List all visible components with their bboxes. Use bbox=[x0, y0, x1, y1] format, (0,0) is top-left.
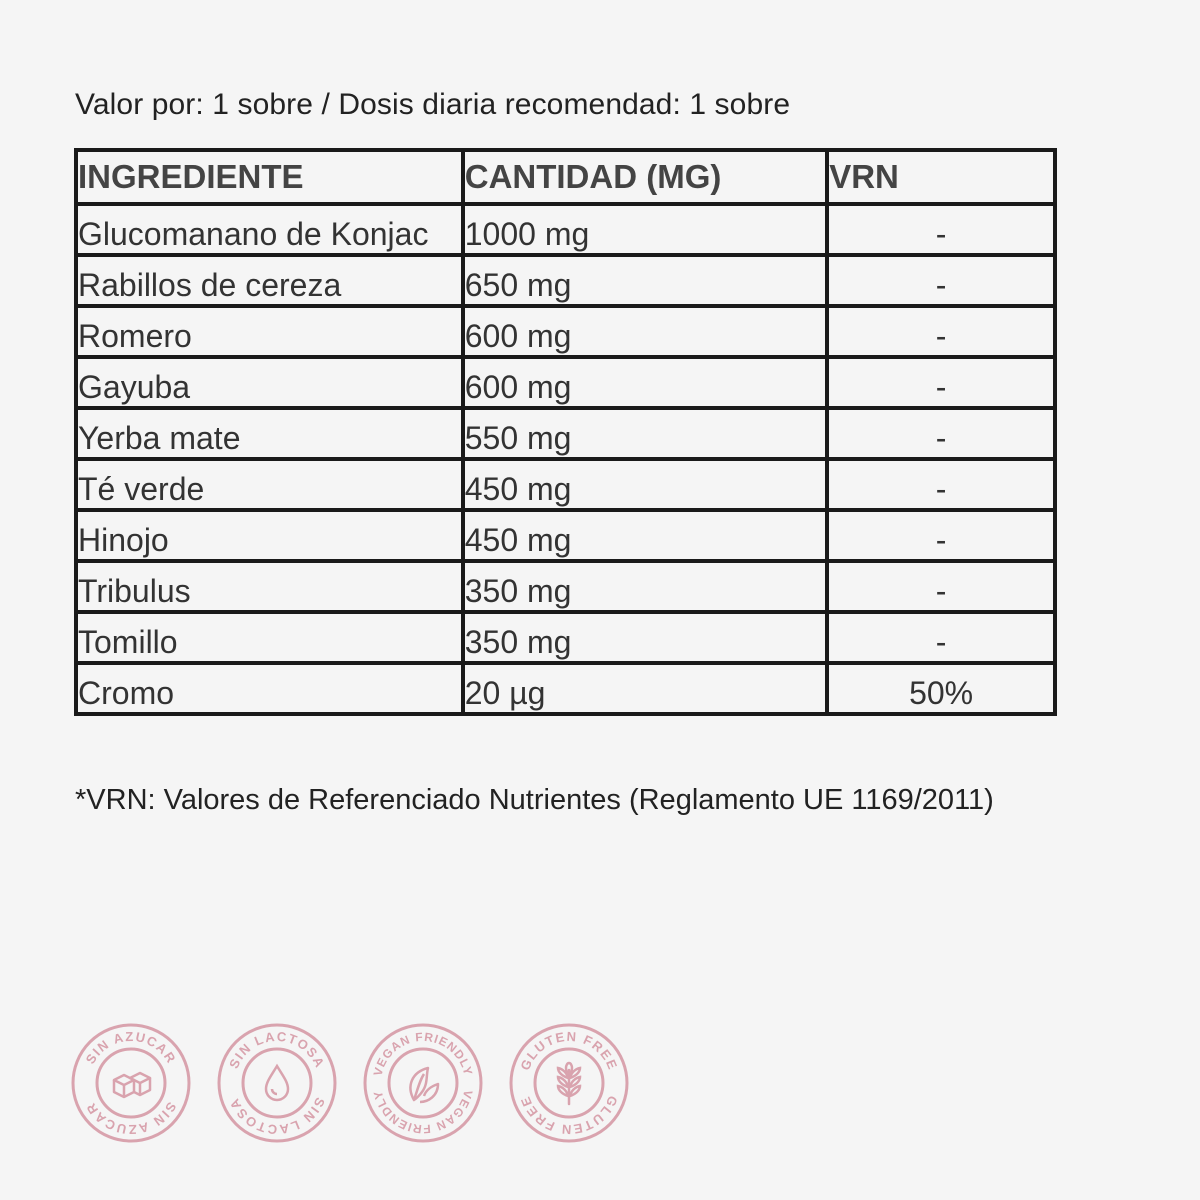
vrn-footnote: *VRN: Valores de Referenciado Nutrientes (Reglamento UE 1169/2011) bbox=[75, 784, 994, 816]
badge-top-text: VEGAN FRIENDLY bbox=[370, 1029, 476, 1078]
table-row bbox=[76, 204, 1055, 255]
sin-lactosa-badge bbox=[216, 1022, 338, 1144]
amount-cell: 350 mg bbox=[463, 612, 827, 663]
badge-top-text: SIN AZUCAR bbox=[82, 1028, 180, 1067]
svg-text:GLUTEN FREE bbox=[517, 1029, 620, 1073]
header-amount: CANTIDAD (MG) bbox=[463, 150, 827, 204]
ingredient-cell: Glucomanano de Konjac bbox=[76, 204, 463, 255]
amount-cell: 450 mg bbox=[463, 459, 827, 510]
amount-cell: 600 mg bbox=[463, 306, 827, 357]
vrn-cell: - bbox=[827, 204, 1055, 255]
nutrition-table bbox=[74, 148, 1057, 716]
ingredient-cell: Tomillo bbox=[76, 612, 463, 663]
header-vrn: VRN bbox=[827, 150, 1055, 204]
ingredient-cell: Gayuba bbox=[76, 357, 463, 408]
vrn-cell: - bbox=[827, 459, 1055, 510]
table-header-row bbox=[76, 150, 1055, 204]
vrn-cell: 50% bbox=[827, 663, 1055, 714]
badge-top-text: SIN LACTOSA bbox=[226, 1028, 328, 1071]
drop-icon bbox=[266, 1066, 288, 1100]
ingredient-cell: Tribulus bbox=[76, 561, 463, 612]
vrn-cell: - bbox=[827, 561, 1055, 612]
badge-row bbox=[70, 1022, 630, 1144]
serving-info: Valor por: 1 sobre / Dosis diaria recomendad: 1 sobre bbox=[75, 88, 791, 121]
table-row bbox=[76, 357, 1055, 408]
vrn-cell: - bbox=[827, 510, 1055, 561]
vrn-cell: - bbox=[827, 306, 1055, 357]
table-row bbox=[76, 408, 1055, 459]
ingredient-cell: Té verde bbox=[76, 459, 463, 510]
vrn-cell: - bbox=[827, 612, 1055, 663]
amount-cell: 350 mg bbox=[463, 561, 827, 612]
sin-azucar-badge bbox=[70, 1022, 192, 1144]
vrn-cell: - bbox=[827, 357, 1055, 408]
ingredient-cell: Cromo bbox=[76, 663, 463, 714]
gluten-free-badge bbox=[508, 1022, 630, 1144]
table-row bbox=[76, 510, 1055, 561]
ingredient-cell: Yerba mate bbox=[76, 408, 463, 459]
sugar-cubes-icon bbox=[114, 1073, 150, 1097]
amount-cell: 1000 mg bbox=[463, 204, 827, 255]
badge-bottom-text: SIN LACTOSA bbox=[226, 1095, 328, 1138]
vrn-cell: - bbox=[827, 255, 1055, 306]
table-row bbox=[76, 459, 1055, 510]
amount-cell: 450 mg bbox=[463, 510, 827, 561]
table-row bbox=[76, 663, 1055, 714]
vegan-friendly-badge bbox=[362, 1022, 484, 1144]
badge-bottom-text: GLUTEN FREE bbox=[517, 1093, 621, 1138]
table-row bbox=[76, 306, 1055, 357]
table-row bbox=[76, 612, 1055, 663]
badge-bottom-text: SIN AZUCAR bbox=[82, 1099, 180, 1138]
table-row bbox=[76, 561, 1055, 612]
leaf-icon bbox=[410, 1068, 438, 1102]
amount-cell: 550 mg bbox=[463, 408, 827, 459]
amount-cell: 650 mg bbox=[463, 255, 827, 306]
ingredient-cell: Hinojo bbox=[76, 510, 463, 561]
amount-cell: 20 µg bbox=[463, 663, 827, 714]
ingredient-cell: Romero bbox=[76, 306, 463, 357]
wheat-icon bbox=[558, 1063, 580, 1104]
badge-top-text: GLUTEN FREE bbox=[517, 1028, 621, 1073]
vrn-cell: - bbox=[827, 408, 1055, 459]
table-row bbox=[76, 255, 1055, 306]
amount-cell: 600 mg bbox=[463, 357, 827, 408]
badge-bottom-text: VEGAN FRIENDLY bbox=[370, 1088, 476, 1137]
ingredient-cell: Rabillos de cereza bbox=[76, 255, 463, 306]
header-ingredient: INGREDIENTE bbox=[76, 150, 463, 204]
